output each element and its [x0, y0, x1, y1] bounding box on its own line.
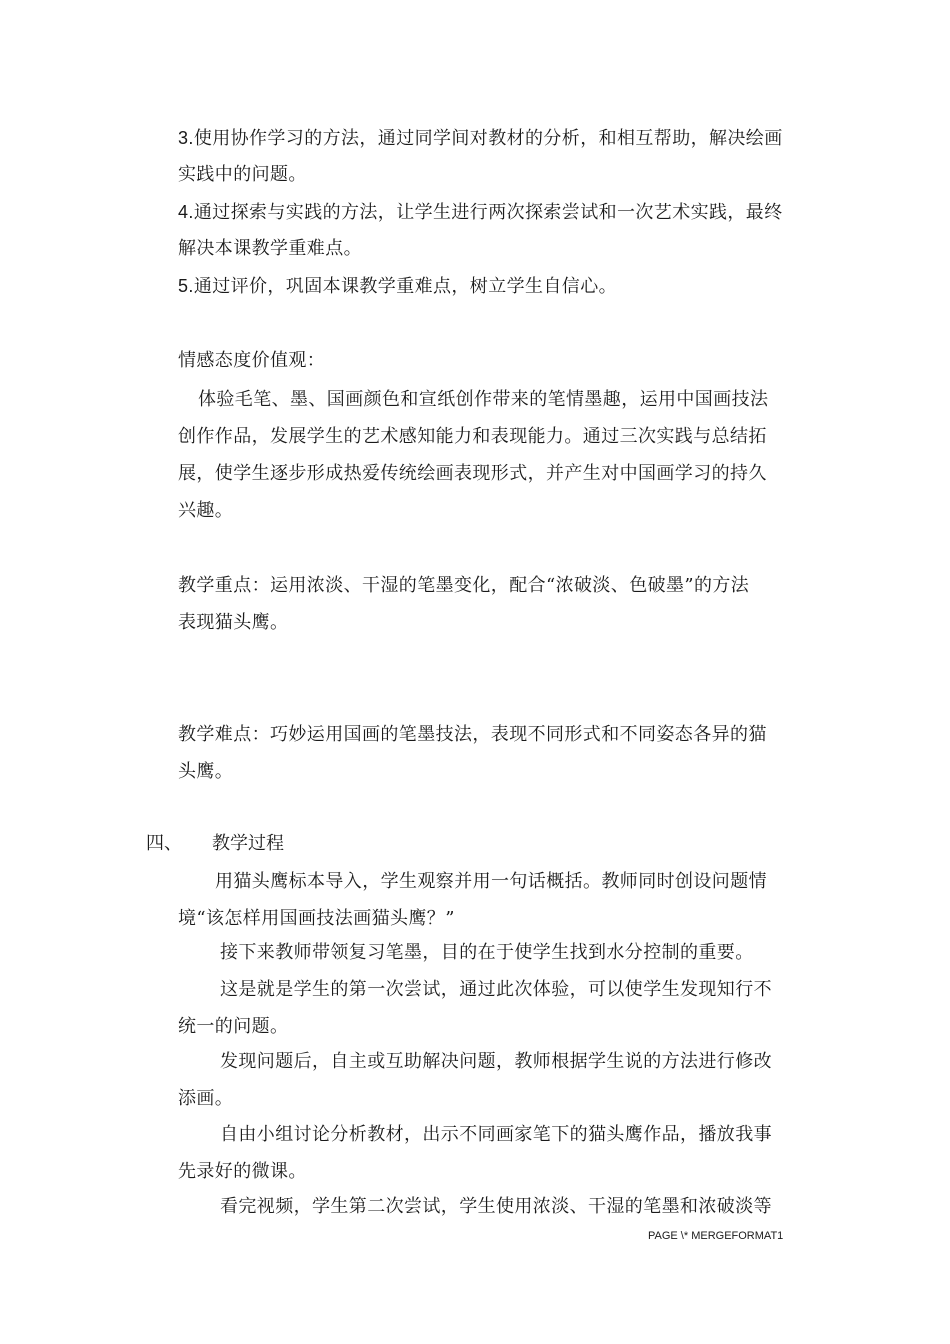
- page-number-field: PAGE \* MERGEFORMAT1: [648, 1230, 784, 1242]
- difficulty-line-1: 教学难点：巧妙运用国画的笔墨技法，表现不同形式和不同姿态各异的猫: [178, 724, 767, 745]
- method-item-4-line-2: 解决本课教学重难点。: [178, 238, 362, 259]
- method-item-5-text: 通过评价，巩固本课教学重难点，树立学生自信心。: [193, 276, 618, 297]
- section-title: 教学过程: [212, 833, 284, 854]
- process-p1-line-1: 用猫头鹰标本导入，学生观察并用一句话概括。教师同时创设问题情: [215, 871, 767, 892]
- method-item-4-line-1: [178, 200, 818, 225]
- key-point-line-1: 教学重点：运用浓淡、干湿的笔墨变化，配合“浓破淡、色破墨”的方法: [178, 575, 750, 596]
- process-p2-line-1: 接下来教师带领复习笔墨，目的在于使学生找到水分控制的重要。: [220, 942, 754, 963]
- method-item-3-number: 3.: [178, 128, 194, 148]
- process-p3-line-1: 这是就是学生的第一次尝试，通过此次体验，可以使学生发现知行不: [220, 979, 772, 1000]
- emotion-line-2: 创作作品，发展学生的艺术感知能力和表现能力。通过三次实践与总结拓: [178, 426, 767, 447]
- method-item-3-line-1: [178, 126, 818, 151]
- section-number: 四、: [146, 833, 182, 854]
- process-p5-line-2: 先录好的微课。: [178, 1161, 307, 1182]
- method-item-3-line-2: 实践中的问题。: [178, 164, 307, 185]
- key-point-line-2: 表现猫头鹰。: [178, 612, 289, 633]
- emotion-heading: 情感态度价值观：: [178, 350, 326, 371]
- method-item-4-text: 通过探索与实践的方法，让学生进行两次探索尝试和一次艺术实践，最终: [193, 202, 783, 223]
- method-item-3-text: 使用协作学习的方法，通过同学间对教材的分析，和相互帮助，解决绘画: [193, 128, 783, 149]
- emotion-line-1: 体验毛笔、墨、国画颜色和宣纸创作带来的笔情墨趣，运用中国画技法: [198, 389, 769, 410]
- method-item-5-line-1: [178, 274, 818, 299]
- process-p4-line-1: 发现问题后，自主或互助解决问题，教师根据学生说的方法进行修改: [220, 1051, 772, 1072]
- difficulty-line-2: 头鹰。: [178, 761, 234, 782]
- process-p4-line-2: 添画。: [178, 1088, 234, 1109]
- process-p6-line-1: 看完视频，学生第二次尝试，学生使用浓淡、干湿的笔墨和浓破淡等: [220, 1196, 772, 1217]
- emotion-line-4: 兴趣。: [178, 500, 234, 521]
- method-item-4-number: 4.: [178, 202, 194, 222]
- process-p3-line-2: 统一的问题。: [178, 1016, 289, 1037]
- emotion-line-3: 展，使学生逐步形成热爱传统绘画表现形式，并产生对中国画学习的持久: [178, 463, 767, 484]
- method-item-5-number: 5.: [178, 276, 194, 296]
- process-p1-line-2: 境“该怎样用国画技法画猫头鹰？”: [178, 908, 455, 929]
- process-p5-line-1: 自由小组讨论分析教材，出示不同画家笔下的猫头鹰作品，播放我事: [220, 1124, 772, 1145]
